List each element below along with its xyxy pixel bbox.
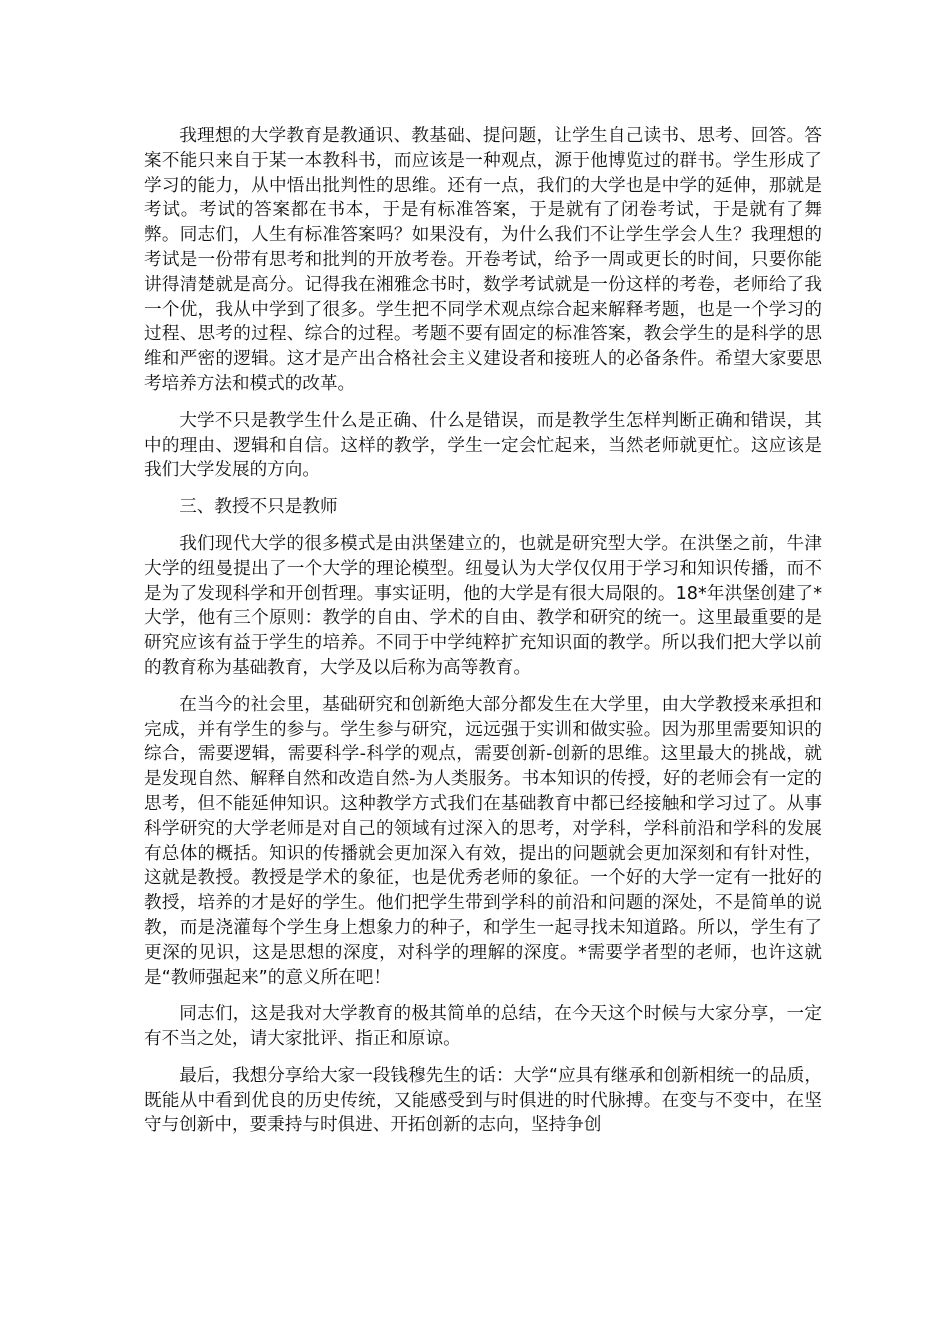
section-heading-professor: 三、教授不只是教师 — [179, 497, 338, 518]
paragraph-closing-quote: 最后，我想分享给大家一段钱穆先生的话：大学“应具有继承和创新相统一的品质，既能从中看到优良的历史传统，又能感受到与时俱进的时代脉搏。在变与不变中，在坚守与创新中，要秉持与时俱进、开拓创新的志向，坚持争创 — [144, 1065, 822, 1136]
paragraph-research: 在当今的社会里，基础研究和创新绝大部分都发生在大学里，由大学教授来承担和完成，并有学生的参与。学生参与研究，远远强于实训和做实验。因为那里需要知识的综合，需要逻辑，需要科学-科学的观点，需要创新-创新的思维。这里最大的挑战，就是发现自然、解释自然和改造自然-为人类服务。书本知识的传授，好的老师会有一定的思考，但不能延伸知识。这种教学方式我们在基础教育中都已经接触和学习过了。从事科学研究的大学老师是对自己的领域有过深入的思考，对学科，学科前沿和学科的发展有总体的概括。知识的传播就会更加深入有效，提出的问题就会更加深刻和有针对性，这就是教授。教授是学术的象征，也是优秀老师的象征。一个好的大学一定有一批好的教授，培养的才是好的学生。他们把学生带到学科的前沿和问题的深处，不是简单的说教，而是浇灌每个学生身上想象力的种子，和学生一起寻找未知道路。所以，学生有了更深的见识，这是思想的深度，对科学的理解的深度。*需要学者型的老师，也许这就是“教师强起来”的意义所在吧！ — [144, 694, 822, 988]
paragraph-humboldt: 我们现代大学的很多模式是由洪堡建立的，也就是研究型大学。在洪堡之前，牛津大学的纽曼提出了一个大学的理论模型。纽曼认为大学仅仅用于学习和知识传播，而不是为了发现科学和开创哲理。事实证明，他的大学是有很大局限的。18*年洪堡创建了*大学，他有三个原则：教学的自由、学术的自由、教学和研究的统一。这里最重要的是研究应该有益于学生的培养。不同于中学纯粹扩充知识面的教学。所以我们把大学以前的教育称为基础教育，大学及以后称为高等教育。 — [144, 533, 822, 678]
paragraph-summary: 同志们，这是我对大学教育的极其简单的总结，在今天这个时候与大家分享，一定有不当之处，请大家批评、指正和原谅。 — [144, 1004, 822, 1050]
paragraph-judgement: 大学不只是教学生什么是正确、什么是错误，而是教学生怎样判断正确和错误，其中的理由、逻辑和自信。这样的教学，学生一定会忙起来，当然老师就更忙。这应该是我们大学发展的方向。 — [144, 410, 822, 481]
paragraph-ideal-education: 我理想的大学教育是教通识、教基础、提问题，让学生自己读书、思考、回答。答案不能只来自于某一本教科书，而应该是一种观点，源于他博览过的群书。学生形成了学习的能力，从中悟出批判性的思维。还有一点，我们的大学也是中学的延伸，那就是考试。考试的答案都在书本，于是有标准答案，于是就有了闭卷考试，于是就有了舞弊。同志们，人生有标准答案吗？如果没有，为什么我们不让学生学会人生？我理想的考试是一份带有思考和批判的开放考卷。开卷考试，给予一周或更长的时间，只要你能讲得清楚就是高分。记得我在湘雅念书时，数学考试就是一份这样的考卷，老师给了我一个优，我从中学到了很多。学生把不同学术观点综合起来解释考题，也是一个学习的过程、思考的过程、综合的过程。考题不要有固定的标准答案，教会学生的是科学的思维和严密的逻辑。这才是产出合格社会主义建设者和接班人的必备条件。希望大家要思考培养方法和模式的改革。 — [144, 126, 822, 394]
document-page — [144, 124, 822, 1150]
